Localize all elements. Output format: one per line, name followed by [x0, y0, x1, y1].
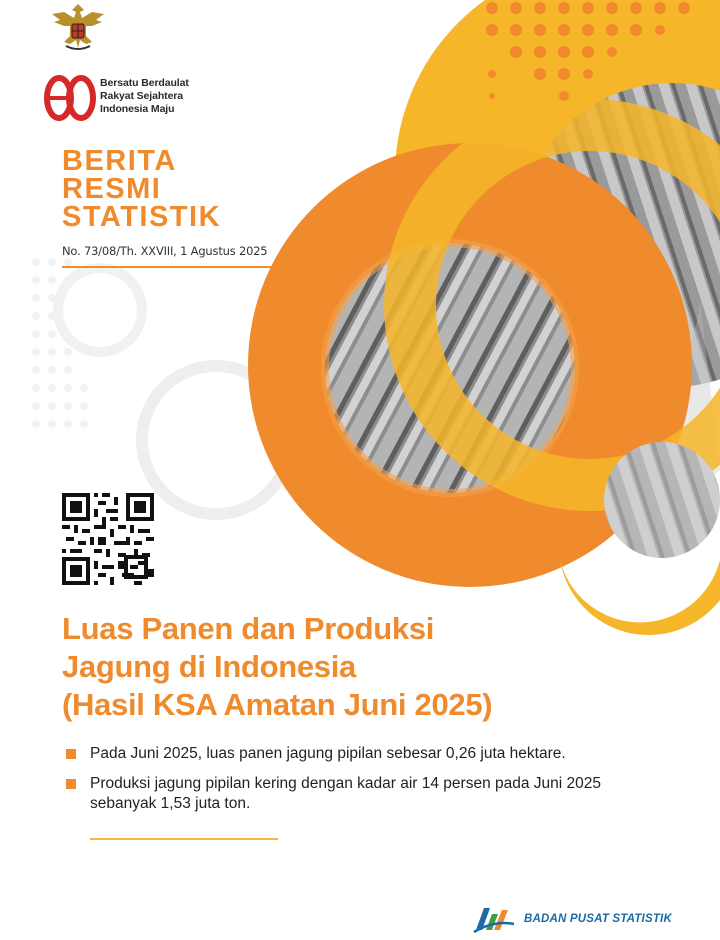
- anniversary-slogan: [100, 77, 189, 116]
- highlight-item: [66, 774, 666, 816]
- agency-brand: [472, 902, 692, 936]
- series-title-line: RESMI: [62, 173, 162, 205]
- anniversary-80-icon: [44, 74, 96, 122]
- publication-number: No. 73/08/Th. XXVIII, 1 Agustus 2025: [62, 244, 268, 258]
- bps-logo-icon: [472, 902, 516, 936]
- anniversary-slogan-line: Rakyat Sejahtera: [100, 90, 184, 102]
- agency-name: BADAN PUSAT STATISTIK: [524, 913, 672, 925]
- anniversary-logo: [44, 74, 234, 122]
- report-title-line: Luas Panen dan Produksi: [62, 611, 435, 646]
- bullet-square-icon: [66, 749, 76, 759]
- highlight-text: Pada Juni 2025, luas panen jagung pipilan sebesar 0,26 juta hektare.: [90, 745, 566, 762]
- garuda-emblem-icon: [46, 0, 110, 52]
- divider: [90, 838, 278, 840]
- series-title-line: BERITA: [62, 145, 177, 177]
- qr-code[interactable]: [62, 493, 154, 585]
- anniversary-slogan-line: Bersatu Berdaulat: [100, 77, 189, 89]
- highlight-item: [66, 744, 666, 764]
- report-title-line: Jagung di Indonesia: [62, 649, 356, 684]
- report-title-line: (Hasil KSA Amatan Juni 2025): [62, 687, 493, 722]
- bullet-square-icon: [66, 779, 76, 789]
- highlight-text: Produksi jagung pipilan kering dengan kadar air 14 persen pada Juni 2025 sebanyak 1,53 juta ton.: [90, 775, 602, 812]
- divider: [62, 266, 274, 268]
- anniversary-slogan-line: Indonesia Maju: [100, 103, 175, 115]
- series-title-line: STATISTIK: [62, 201, 222, 233]
